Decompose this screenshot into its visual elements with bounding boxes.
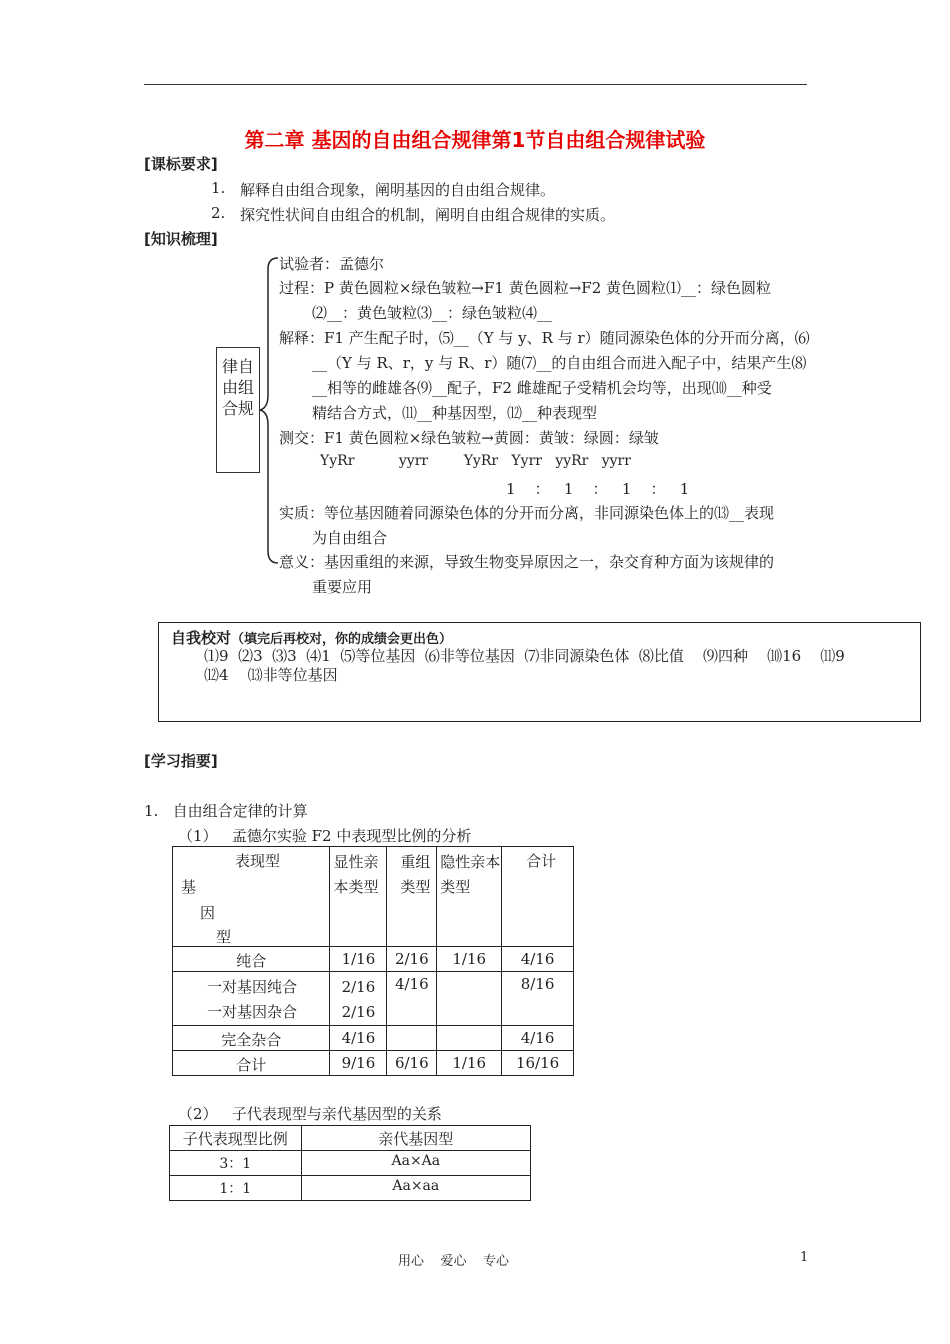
table-cell: 1/16: [437, 1051, 502, 1076]
table-cell-value: 2/16: [341, 978, 376, 996]
row-label-total: 合计: [173, 1051, 330, 1076]
table-row: [173, 1026, 574, 1051]
row-label-one-pair: [173, 972, 330, 1026]
f2-ratio-table: [172, 846, 574, 1076]
page-title: 第二章 基因的自由组合规律第1节自由组合规律试验: [244, 128, 706, 152]
table-cell: Aa×Aa: [301, 1151, 530, 1176]
knowledge-line-process-2: ⑵__：黄色皱粒⑶__：绿色皱粒⑷__: [312, 304, 553, 322]
row-label-one-pair-homo: 一对基因纯合: [207, 978, 298, 996]
guide-subitem-1: （1） 孟德尔实验 F2 中表现型比例的分析: [178, 827, 472, 845]
footer-slogan: 用心 爱心 专心: [398, 1254, 510, 1269]
header-recombinant: 重组类型: [387, 847, 437, 947]
corner-genotype-char-1: 基: [181, 878, 197, 896]
table-cell: 8/16: [502, 972, 574, 1026]
row-label-homozygous: 纯合: [173, 947, 330, 972]
table-header-row: [170, 1126, 531, 1151]
table-row: [173, 972, 574, 1026]
row-label-full-hetero: 完全杂合: [173, 1026, 330, 1051]
self-check-title: 自我校对: [171, 629, 232, 647]
header-recessive-parent: 隐性亲本类型: [437, 847, 502, 947]
corner-genotype-char-3: 型: [216, 928, 232, 946]
knowledge-line-ratio: 1 ： 1 ： 1 ： 1: [506, 480, 690, 498]
knowledge-line-explain-2: __（Y 与 R、r，y 与 R、r）随⑺__的自由组合而进入配子中，结果产生⑻: [312, 354, 807, 372]
header-parent-genotype: 亲代基因型: [301, 1126, 530, 1151]
table-cell: 3：1: [170, 1151, 302, 1176]
table-cell: 4/16: [502, 947, 574, 972]
section-curriculum: [课标要求]: [144, 155, 218, 173]
table-cell: [387, 1026, 437, 1051]
requirement-1-text: 解释自由组合现象，阐明基因的自由组合规律。: [240, 181, 556, 199]
table-row: [173, 1051, 574, 1076]
table-cell: [437, 972, 502, 1026]
table-cell: 1/16: [437, 947, 502, 972]
corner-genotype-char-2: 因: [200, 904, 216, 922]
table-cell: 4/16: [387, 972, 437, 1026]
table-cell: 6/16: [387, 1051, 437, 1076]
knowledge-line-explain-3: __相等的雌雄各⑼__配子，F2 雌雄配子受精机会均等，出现⑽__种受: [312, 379, 772, 397]
table-header-row: [173, 847, 574, 947]
table-cell: 16/16: [502, 1051, 574, 1076]
table-cell: 4/16: [502, 1026, 574, 1051]
row-label-one-pair-hetero: 一对基因杂合: [207, 1003, 298, 1021]
section-guide: [学习指要]: [144, 752, 218, 770]
knowledge-label: 律自由组合规: [221, 357, 254, 418]
header-rule: [144, 84, 807, 85]
header-dominant-parent: 显性亲本类型: [330, 847, 387, 947]
table-cell: [330, 972, 387, 1026]
requirement-2-text: 探究性状间自由组合的机制，阐明自由组合规律的实质。: [240, 206, 616, 224]
table-cell: 1：1: [170, 1176, 302, 1201]
table-row: [170, 1176, 531, 1201]
knowledge-line-testcross: 测交：F1 黄色圆粒×绿色皱粒→黄圆：黄皱：绿圆：绿皱: [279, 429, 659, 447]
knowledge-line-experimenter: 试验者：孟德尔: [279, 255, 385, 273]
table-cell: [437, 1026, 502, 1051]
requirement-1-num: 1.: [211, 179, 226, 197]
table-cell: 9/16: [330, 1051, 387, 1076]
page-number: 1: [800, 1250, 809, 1265]
table-cell: 4/16: [330, 1026, 387, 1051]
section-knowledge: [知识梳理]: [144, 230, 218, 248]
table-row: [170, 1151, 531, 1176]
knowledge-line-process-1: 过程：P 黄色圆粒×绿色皱粒→F1 黄色圆粒→F2 黄色圆粒⑴__：绿色圆粒: [279, 279, 772, 297]
table-cell: 2/16: [387, 947, 437, 972]
guide-subitem-2: （2） 子代表现型与亲代基因型的关系: [178, 1105, 442, 1123]
header-offspring-ratio: 子代表现型比例: [170, 1126, 302, 1151]
knowledge-line-explain-4: 精结合方式，⑾__种基因型，⑿__种表现型: [312, 404, 598, 422]
requirement-2-num: 2.: [211, 204, 226, 222]
knowledge-label-box: [216, 347, 260, 473]
self-check-answers-2: ⑿4 ⒀非等位基因: [204, 666, 338, 684]
table-corner-cell: [173, 847, 330, 947]
knowledge-line-genotypes: YyRr yyrr YyRr Yyrr yyRr yyrr: [320, 453, 631, 469]
header-total: 合计: [502, 847, 574, 947]
self-check-subtitle: （填完后再校对，你的成绩会更出色）: [231, 632, 453, 647]
corner-phenotype-label: 表现型: [235, 852, 281, 870]
knowledge-line-essence-1: 实质：等位基因随着同源染色体的分开而分离，非同源染色体上的⒀__表现: [279, 504, 775, 522]
table-cell: 1/16: [330, 947, 387, 972]
knowledge-line-essence-2: 为自由组合: [312, 529, 388, 547]
knowledge-line-meaning-2: 重要应用: [312, 578, 373, 596]
knowledge-line-meaning-1: 意义：基因重组的来源，导致生物变异原因之一，杂交育种方面为该规律的: [279, 553, 775, 571]
self-check-answers-1: ⑴9 ⑵3 ⑶3 ⑷1 ⑸等位基因 ⑹非等位基因 ⑺非同源染色体 ⑻比值 ⑼四种 ⑽16 ⑾9: [204, 647, 845, 665]
table-row: [173, 947, 574, 972]
guide-item-1: 1. 自由组合定律的计算: [144, 802, 308, 820]
table-cell-value: 2/16: [341, 1003, 376, 1021]
knowledge-line-explain-1: 解释：F1 产生配子时，⑸__（Y 与 y、R 与 r）随同源染色体的分开而分离，⑹: [279, 329, 810, 347]
table-cell: Aa×aa: [301, 1176, 530, 1201]
offspring-parent-table: [169, 1125, 531, 1201]
